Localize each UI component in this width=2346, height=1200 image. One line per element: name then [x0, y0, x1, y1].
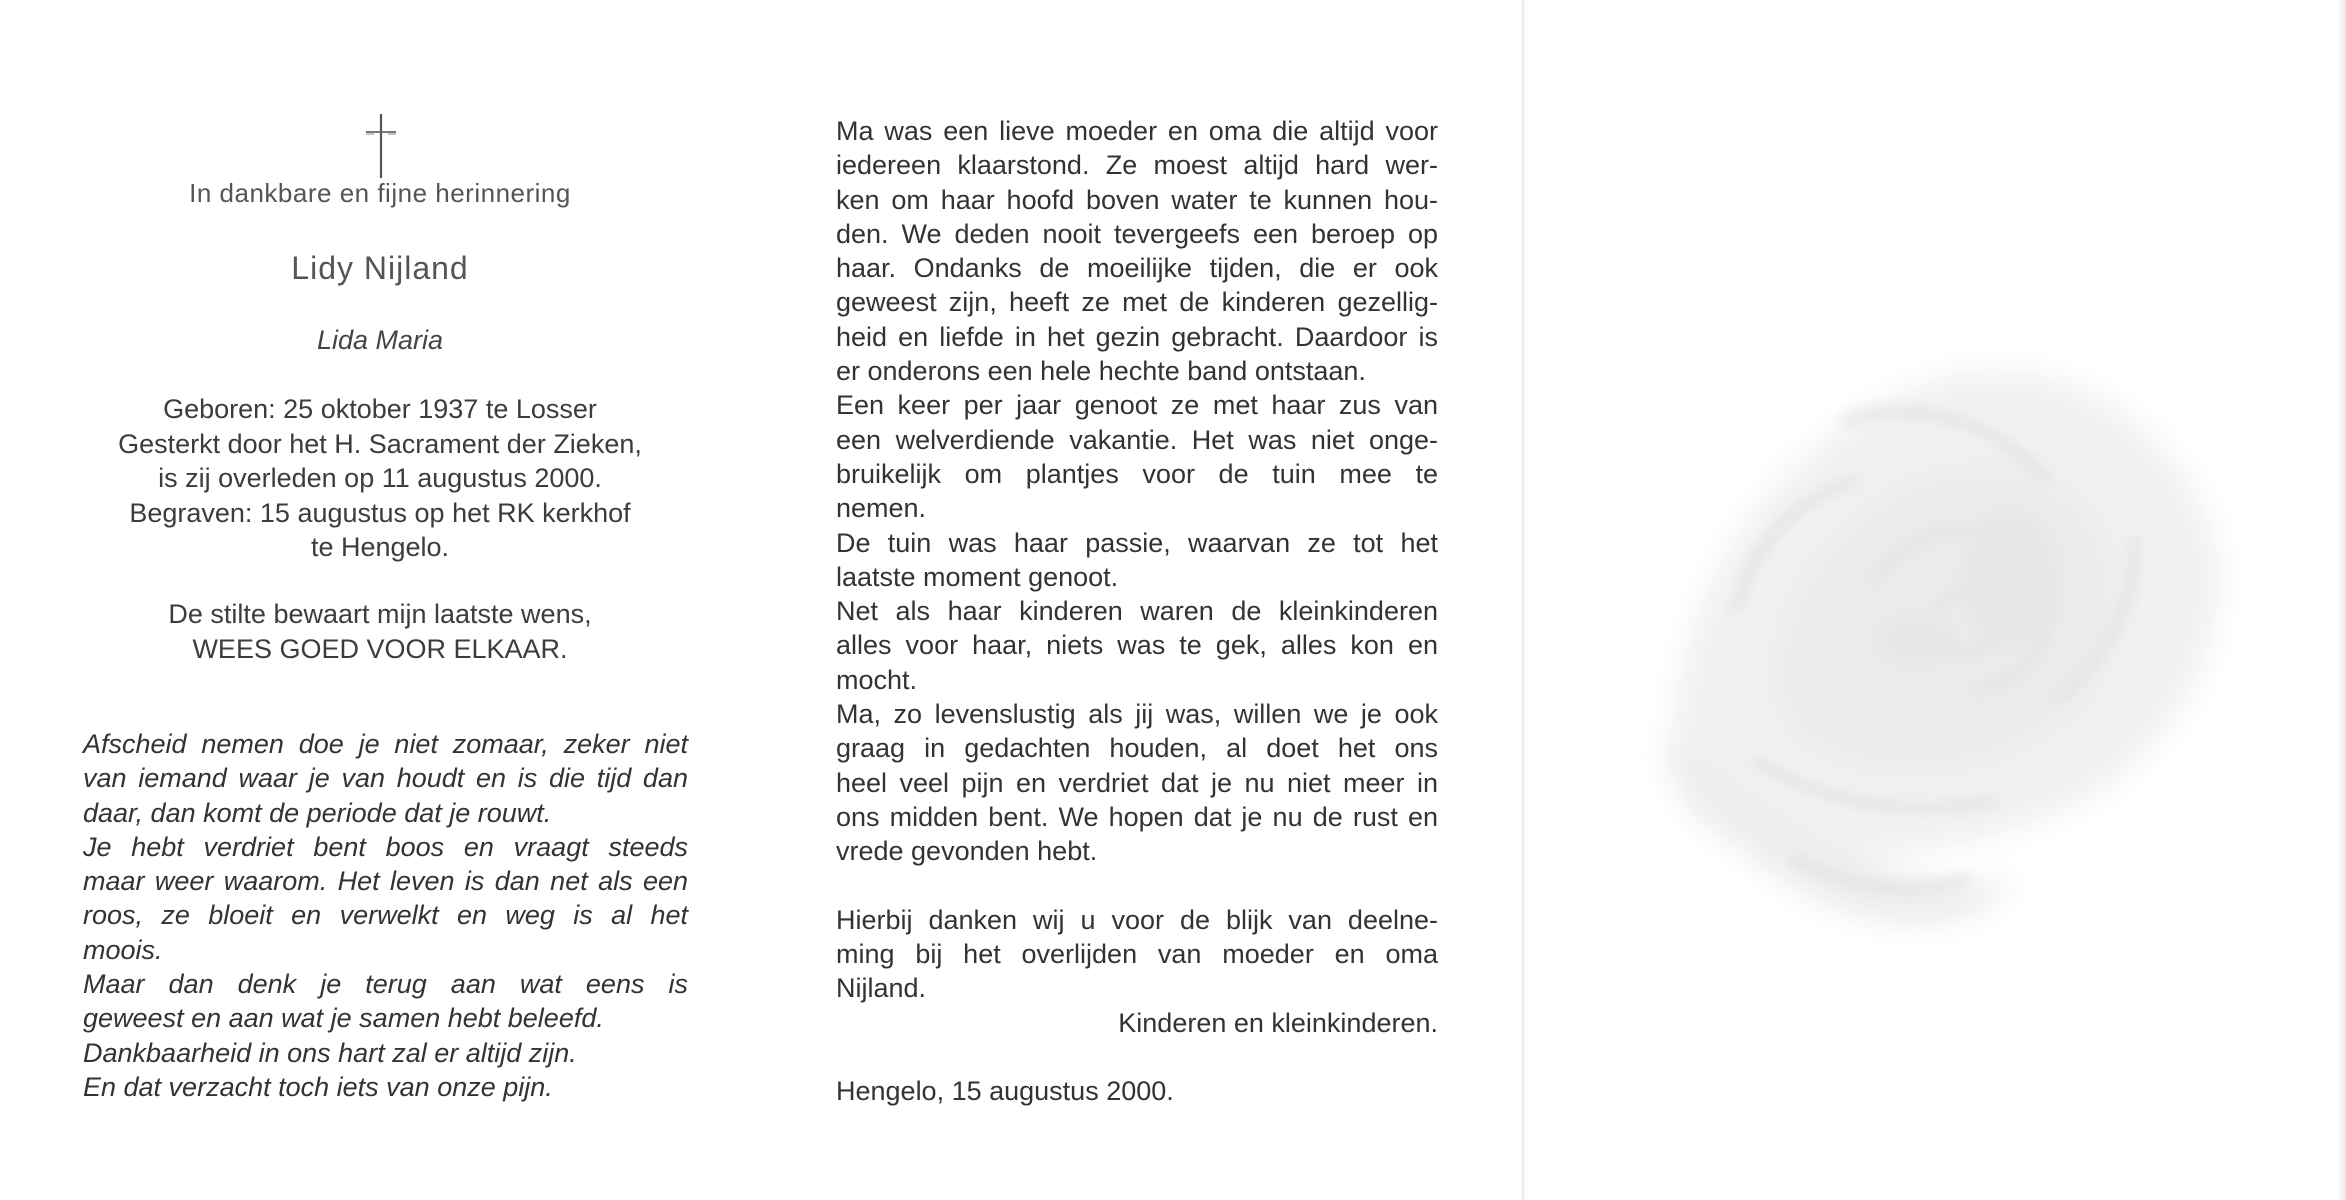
fact-line: Geboren: 25 oktober 1937 te Losser	[163, 394, 597, 424]
tribute-line: ons midden bent. We hopen dat je nu de rust en	[836, 801, 1438, 832]
poem-line: van iemand waar je van houdt en is die tijd dan	[83, 763, 688, 794]
given-names: Lida Maria	[316, 325, 444, 355]
tribute-line: Ma, zo levenslustig als jij was, willen we je ook	[836, 699, 1438, 730]
place-date: Hengelo, 15 augustus 2000.	[836, 1076, 1174, 1107]
life-facts	[80, 392, 680, 565]
tribute-line: haar. Ondanks de moeilijke tijden, die er ook	[836, 253, 1438, 284]
tribute-line: Net als haar kinderen waren de kleinkinderen	[836, 596, 1438, 627]
tribute-line: er onderons een hele hechte band ontstaan.	[836, 356, 1366, 387]
tribute-line: alles voor haar, niets was te gek, alles kon en	[836, 630, 1438, 661]
poem-line: geweest en aan wat je samen hebt beleefd.	[83, 1003, 604, 1034]
poem-line: En dat verzacht toch iets van onze pijn.	[83, 1071, 553, 1102]
tribute-line: ken om haar hoofd boven water te kunnen hou-	[836, 184, 1438, 215]
thanks-line: Hierbij danken wij u voor de blijk van deelne-	[836, 904, 1438, 935]
intro-text: In dankbare en fijne herinnering	[189, 178, 571, 208]
tribute-line: mocht.	[836, 664, 918, 695]
tribute-text	[836, 114, 1438, 1109]
tribute-line: graag in gedachten houden, al doet het ons	[836, 733, 1438, 764]
rose-image	[1616, 280, 2256, 980]
motto	[80, 597, 680, 666]
poem-line: daar, dan komt de periode dat je rouwt.	[83, 797, 552, 828]
tribute-line: Ma was een lieve moeder en oma die altijd voor	[836, 116, 1438, 146]
motto-line: WEES GOED VOOR ELKAAR.	[192, 633, 568, 664]
thanks-line: Nijland.	[836, 973, 927, 1004]
tribute-line: heid en liefde in het gezin gebracht. Daardoor is	[836, 321, 1438, 352]
poem	[83, 727, 688, 1104]
tribute-line: een welverdiende vakantie. Het was niet onge-	[836, 424, 1438, 455]
signature: Kinderen en kleinkinderen.	[1118, 1007, 1438, 1038]
back-panel	[1526, 0, 2336, 1200]
tribute-line: laatste moment genoot.	[836, 561, 1119, 592]
tribute-line: heel veel pijn en verdriet dat je nu niet meer in	[836, 767, 1438, 798]
poem-line: roos, ze bloeit en verwelkt en weg is al het	[83, 900, 688, 931]
motto-line: De stilte bewaart mijn laatste wens,	[168, 599, 592, 629]
tribute-line: vrede gevonden hebt.	[836, 836, 1098, 867]
poem-line: moois.	[83, 934, 163, 965]
tribute-line: Een keer per jaar genoot ze met haar zus van	[836, 390, 1438, 421]
cross-icon	[360, 110, 400, 180]
poem-line: maar weer waarom. Het leven is dan net als een	[83, 866, 688, 897]
poem-line: Maar dan denk je terug aan wat eens is	[83, 969, 688, 1000]
tribute-line: geweest zijn, heeft ze met de kinderen gezellig-	[836, 287, 1438, 318]
tribute-line: iedereen klaarstond. Ze moest altijd hard wer-	[836, 150, 1438, 181]
tribute-line: nemen.	[836, 493, 927, 524]
card-edge	[2336, 0, 2346, 1200]
fact-line: te Hengelo.	[310, 532, 450, 562]
thanks-line: ming bij het overlijden van moeder en oma	[836, 939, 1438, 970]
deceased-name: Lidy Nijland	[291, 250, 469, 286]
fact-line: is zij overleden op 11 augustus 2000.	[158, 463, 602, 493]
fact-line: Gesterkt door het H. Sacrament der Zieken,	[118, 428, 642, 459]
tribute-line: De tuin was haar passie, waarvan ze tot het	[836, 527, 1438, 558]
tribute-line: den. We deden nooit tevergeefs een beroep op	[836, 218, 1438, 249]
poem-line: Afscheid nemen doe je niet zomaar, zeker niet	[83, 729, 688, 759]
poem-line: Je hebt verdriet bent boos en vraagt steeds	[83, 831, 688, 862]
poem-line: Dankbaarheid in ons hart zal er altijd zijn.	[83, 1037, 577, 1068]
fact-line: Begraven: 15 augustus op het RK kerkhof	[129, 497, 631, 528]
tribute-line: bruikelijk om plantjes voor de tuin mee te	[836, 458, 1438, 489]
